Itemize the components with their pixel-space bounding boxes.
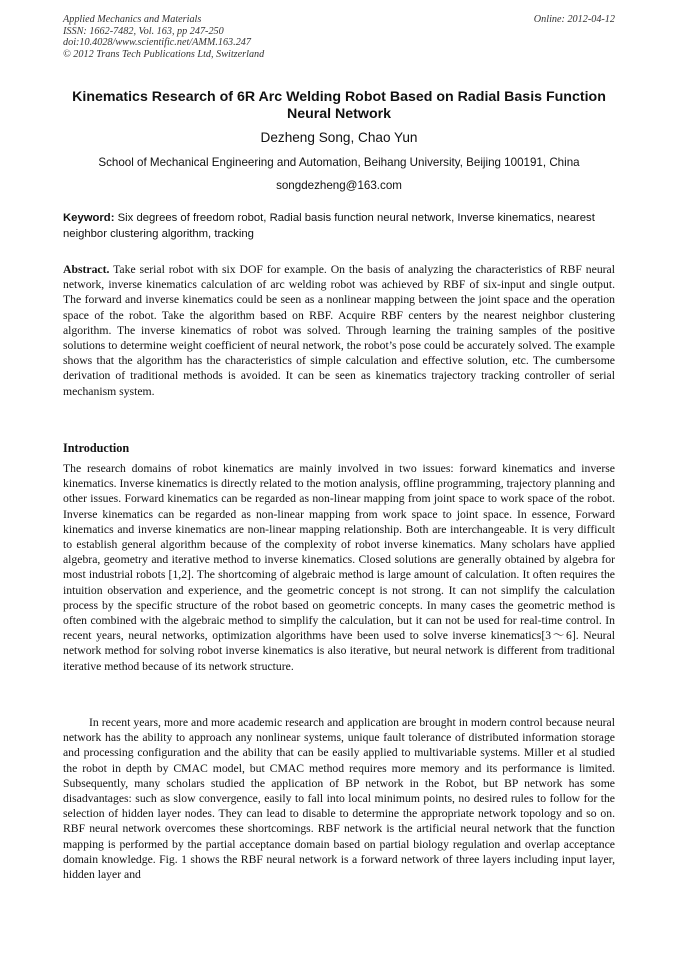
introduction-heading: Introduction <box>63 441 130 455</box>
abstract-block <box>63 262 615 399</box>
journal-header <box>63 14 615 60</box>
paper-affiliation: School of Mechanical Engineering and Automation, Beihang University, Beijing 100191, China <box>98 156 580 169</box>
keywords-block <box>63 211 617 242</box>
issn-line: ISSN: 1662-7482, Vol. 163, pp 247-250 <box>63 25 224 37</box>
introduction-paragraph-1: The research domains of robot kinematics are mainly involved in two issues: forward kinematics and inverse kinematics. Inverse kinematics is directly related to the motion analysis, offline programming, trajectory planning and other issues. Forward kinematics can be regarded as non-linear mapping from joint space to work space of the robot. Inverse kinematics can be regarded as non-linear mapping from work space to joint space. In essence, Forward kinematics and inverse kinematics are non-linear mapping relationship. Both are interchangeable. It is very difficult to establish general algorithm because of the complexity of robot inverse kinematics. Many scholars have applied algebra, geometry and iterative method to inverse kinematics. Closed solutions are generally obtained by algebra for most industrial robots [1,2]. The shortcoming of algebraic method is large amount of calculation. It often requires the intuition observation and experience, and the geometric concept is not strong. It can not simplify the calculation process by the specific structure of the robot based on geometric concepts. In many cases the geometric method is often combined with the algebraic method to simplify the calculation, but it can not be used for real-time control. In recent years, neural networks, optimization algorithms have been used to solve inverse kinematics[3～6]. Neural network method for solving robot inverse kinematics is also iterative, but neural network is different from traditional iterative method because of its network structure. <box>63 462 615 673</box>
copyright-line: © 2012 Trans Tech Publications Ltd, Switzerland <box>63 48 265 60</box>
paper-authors: Dezheng Song, Chao Yun <box>260 130 418 145</box>
abstract-text: Take serial robot with six DOF for example. On the basis of analyzing the characteristics of RBF neural network, inverse kinematics calculation of arc welding robot was achieved by RBF of six-input and single output. The forward and inverse kinematics could be seen as a nonlinear mapping between the joint space and the operation space of the robot. Take the algorithm based on RBF. Acquire RBF centers by the nearest neighbor clustering algorithm. The inverse kinematics of robot was solved. Through learning the training samples of the positive solutions to determine weight coefficient of neural network, the robot’s pose could be accurately solved. The example shows that the algorithm has the characteristics of simple calculation and effective solution, etc. The cumbersome derivation of traditional methods is avoided. It can be seen as kinematics trajectory tracking controller of serial mechanism system. <box>63 263 615 398</box>
author-email: songdezheng@163.com <box>276 179 402 192</box>
keywords-text: Six degrees of freedom robot, Radial basis function neural network, Inverse kinematics, nearest neighbor clustering algorithm, tracking <box>63 212 595 240</box>
keywords-label: Keyword: <box>63 212 115 224</box>
abstract-label: Abstract. <box>63 263 110 276</box>
introduction-paragraph-2: In recent years, more and more academic research and application are brought in modern control because neural network has the ability to approach any nonlinear systems, unique fault tolerance of distributed information storage and processing configuration and the ability that can be easily applied to multivariable systems. Miller et al studied the robot in depth by CMAC model, but CMAC method requires more memory and its performance is limited. Subsequently, many scholars studied the application of BP network in the Robot, but BP network has some disadvantages: such as slow convergence, easily to fall into local minimum points, no desired rules to follow for the selection of hidden layer nodes. They can lead to disable to determine the appropriate network topology and so on. RBF neural network overcomes these shortcomings. RBF network is the artificial neural network that the function mapping is performed by the partial acceptance domain based on partial biology regulation and overlap acceptance domain knowledge. Fig. 1 shows the RBF neural network is a forward network of three layers including input layer, hidden layer and <box>63 716 615 882</box>
paper-title: Kinematics Research of 6R Arc Welding Robot Based on Radial Basis Function Neural Network <box>72 89 606 122</box>
doi-line: doi:10.4028/www.scientific.net/AMM.163.247 <box>63 37 251 48</box>
journal-name: Applied Mechanics and Materials <box>63 14 202 25</box>
online-date: Online: 2012-04-12 <box>533 14 615 25</box>
